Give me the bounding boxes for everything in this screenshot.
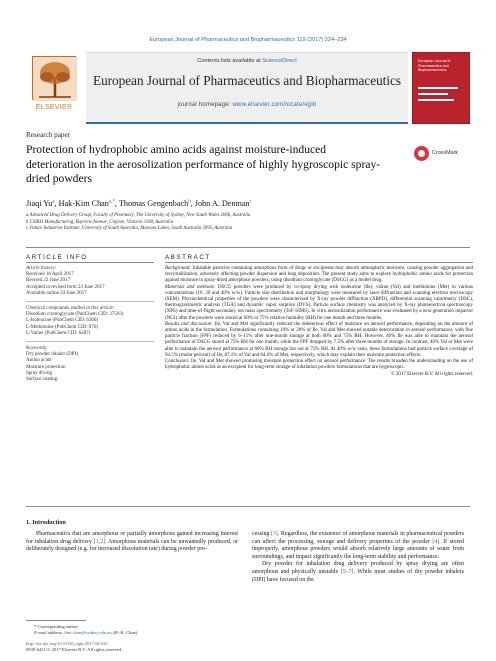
abstract-body [165,266,473,379]
paragraph [252,561,464,584]
history-item: Received 18 April 2017 [26,272,74,278]
abstract-background [165,266,473,285]
keyword-item: Amino acids [26,358,52,364]
keywords-label: Keywords: [26,346,48,352]
text-run: Pharmaceutics that are amorphous or partially amorphous gained increasing interest for inhalation drug delivery [26,531,238,545]
publisher-name: ELSEVIER [35,104,73,111]
author-affil-mark: b [188,199,191,205]
cover-stripe [418,99,454,101]
affiliation: b CSIRO Manufacturing, Bayview Avenue, Clayton, Victoria 3168, Australia [26,219,174,225]
elsevier-logo [26,52,82,120]
methods-text: DSCG powders were produced by co-spray drying with isoleucine (Ile), valine (Val) and methionine (Met) in various concentrations (10, 20 and 40% w/w). Particle size distribution and morphology were measured by laser diffraction and scanning electron microscopy (SEM). Physiochemical properties of the powders were characterized by X-ray powder diffraction (XRPD), differential scanning calorimetry (DSC), thermogravimetric analysis (TGA) and dynamic vapor sorption (DVS). Particle surface chemistry was analyzed by X-ray photoelectron spectroscopy (XPS) and time-of-flight secondary ion mass spectrometry (ToF-SIMS). In vitro aerosolization performance was evaluated by a next generation impactor (NGI) after the powders were stored at 60% or 75% relative humidity (RH) for one month and three months. [165,284,473,321]
background-label: Background: [165,266,191,271]
author-affil-mark: a,* [108,199,115,205]
background-text: Inhalable particles containing amorphous form of drugs or excipients may absorb atmospheric moisture, causing powder aggregation and recrystallization, adversely affecting powder dispersion and lung deposition. The present study aims to explore hydrophobic amino acids for protection against moisture in spray-dried amorphous powders, using disodium cromoglycate (DSCG) as a model drug. [165,266,473,284]
author-name[interactable]: John A. Denman [194,199,250,208]
divider [26,506,470,507]
abstract-conclusion [165,359,473,371]
chemical-compounds [26,306,154,342]
email-link[interactable]: kim.chan@sydney.edu.au [64,630,112,635]
text-run: . Amorphous materials can be unwantedly produced, or deliberately designed (e.g. for increased dissolution rate) during powder pro- [26,538,238,553]
results-text: Ile, Val and Met significantly reduced the deleterious effect of moisture on aerosol performance, depending on the amount of amino acids in the formulation. Formulations containing 10% or 20% of Ile, Val and Met showed notable deterioration in aerosol performance, with fine particle fraction (FPF) reduced by 6–15% after one-month storage at both 60% and 75% RH. However, 40% Ile was able to maintain the aerosol performance of DSCG stored at 75% RH for one month, while the FPF dropped by 7.5% after three months of storage. In contrast, 40% Val or Met were able to maintain the aerosol performance at 60% RH storage but not at 75% RH. At 40% w/w ratio, these formulations had particle surface coverage of 94.5% (molar percent) of Ile, 87.1% of Val and 84.6% of Met, respectively, which may explain their moisture protection effects. [165,321,473,358]
footnote [26,624,226,653]
citation-link[interactable]: [3] [271,531,278,537]
journal-masthead [26,52,470,124]
author-name[interactable]: Jiaqi Yu [26,199,53,208]
citation-link[interactable]: [5–7] [340,568,354,575]
compound-item: L-Methionine (PubChem CID: 876) [26,324,99,330]
divider [26,262,154,263]
email-label: E-mail address: [34,630,64,635]
crossmark-label: CrossMark [432,150,459,156]
section-heading: 1. Introduction [26,519,66,526]
journal-homepage [86,102,408,108]
history-item: Revised 22 June 2017 [26,278,71,284]
sciencedirect-link[interactable]: ScienceDirect [262,58,297,64]
email-suffix: (H.-K. Chan). [112,630,139,635]
affiliation: a Advanced Drug Delivery Group, Faculty of Pharmacy, The University of Sydney, New South Wales 2006, Australia [26,213,251,218]
cover-stripe [418,93,448,95]
intro-column-left [26,531,238,554]
affiliation: c Future Industries Institute, University of South Australia, Mawson Lakes, South Australia 5095, Australia [26,226,233,232]
compound-item: L-Valine (PubChem CID: 6287) [26,330,91,336]
divider [26,247,470,248]
article-title: Protection of hydrophobic amino acids against moisture-induced deterioration in the aerosolization performance of highly hygroscopic spray-dried powders [26,143,381,186]
citation-link[interactable]: [1,2] [93,538,106,545]
compound-item: L-Isoleucine (PubChem CID: 6306) [26,318,99,324]
results-label: Results and discussion: [165,321,213,327]
copyright: © 2017 Elsevier B.V. All rights reserved. [390,372,473,378]
elsevier-tree-icon [32,56,76,100]
running-header: European Journal of Pharmaceutics and Biopharmaceutics 119 (2017) 224–234 [149,37,347,43]
journal-title: European Journal of Pharmaceutics and Biopharmaceutics [93,73,401,88]
corresponding-note: * Corresponding author. [34,624,79,629]
crossmark-badge[interactable] [414,146,474,162]
keywords [26,346,154,383]
keyword-item: Surface coating [26,377,58,383]
text-run: Dry powder for inhalation drug delivery produced by spray drying are often amorphous and physically unstable [252,561,464,575]
doi-link[interactable]: http://dx.doi.org/10.1016/j.ejpb.2017.06.023 [26,641,108,646]
issn-line: 0939-6411/© 2017 Elsevier B.V. All rights reserved. [26,647,123,652]
cover-stripe [418,87,458,89]
divider [165,262,473,263]
abstract-heading: ABSTRACT [165,254,211,261]
article-section: Research paper [26,131,71,139]
author-affil-mark: a [52,199,55,205]
abstract-methods [165,285,473,322]
author-name[interactable]: Thomas Gengenbach [118,199,189,208]
keyword-item: Dry powder inhaler (DPI) [26,352,78,358]
text-run: . While most studies of dry powder inhalers (DPI) have focused on the [252,568,464,583]
affiliations [26,213,466,233]
abstract-results [165,322,473,359]
text-run: cessing [252,531,272,537]
article-info-panel [26,266,154,383]
journal-cover-image [412,52,470,124]
keyword-item: Spray drying [26,370,52,376]
author-list: Jiaqi Yu$^a$, Hak-Kim Chan$^{a,*}$, Thomas Gengenbach$^b$, John A. Denman$^c$ [26,199,252,208]
author-name[interactable]: Hak-Kim Chan [58,199,109,208]
footnote-divider [26,620,86,621]
text-run: . Regardless, the existence of amorphous materials in pharmaceutical powders can affect the processing, storage and delivery properties of the powder [252,531,464,545]
keyword-item: Moisture protection [26,364,66,370]
paragraph [26,531,238,554]
homepage-link[interactable]: www.elsevier.com/locate/ejpb [232,102,317,108]
methods-label: Materials and methods: [165,284,216,290]
compound-item: Disodium cromoglycate (PubChem CID: 27503) [26,312,124,318]
history-item: Available online 24 June 2017 [26,290,87,296]
text-run: . If stored improperly, amorphous powders would absorb relatively large amounts of water from surroundings, and impact significantly the long-term stability and performance. [252,538,464,560]
contents-prefix: Contents lists available at [197,58,261,64]
conclusion-label: Conclusion: [165,359,190,365]
history-label: Article history: [26,266,57,271]
citation-link[interactable]: [4] [432,538,440,545]
conclusion-text: Ile, Val and Met showed promising moisture protection effect on aerosol performance. The results broaden the understanding on the use of hydrophobic amino acids as an excipient for long-term storage of inhalation powders formulations that are hygroscopic. [165,359,473,371]
crossmark-icon [414,146,429,161]
article-history [26,266,154,302]
cover-title: European Journal of Pharmaceutics and Biopharmaceutics [418,59,451,73]
journal-banner [86,52,408,124]
email-line [26,630,226,636]
paragraph [252,531,464,561]
author-affil-mark: c [249,199,252,205]
compounds-label: Chemical compounds studied in this article: [26,306,115,312]
homepage-prefix: journal homepage: [177,102,231,108]
history-item: Accepted in revised form 23 June 2017 [26,284,105,290]
contents-line [86,58,408,64]
intro-column-right [252,531,464,584]
article-info-heading: ARTICLE INFO [26,254,88,261]
